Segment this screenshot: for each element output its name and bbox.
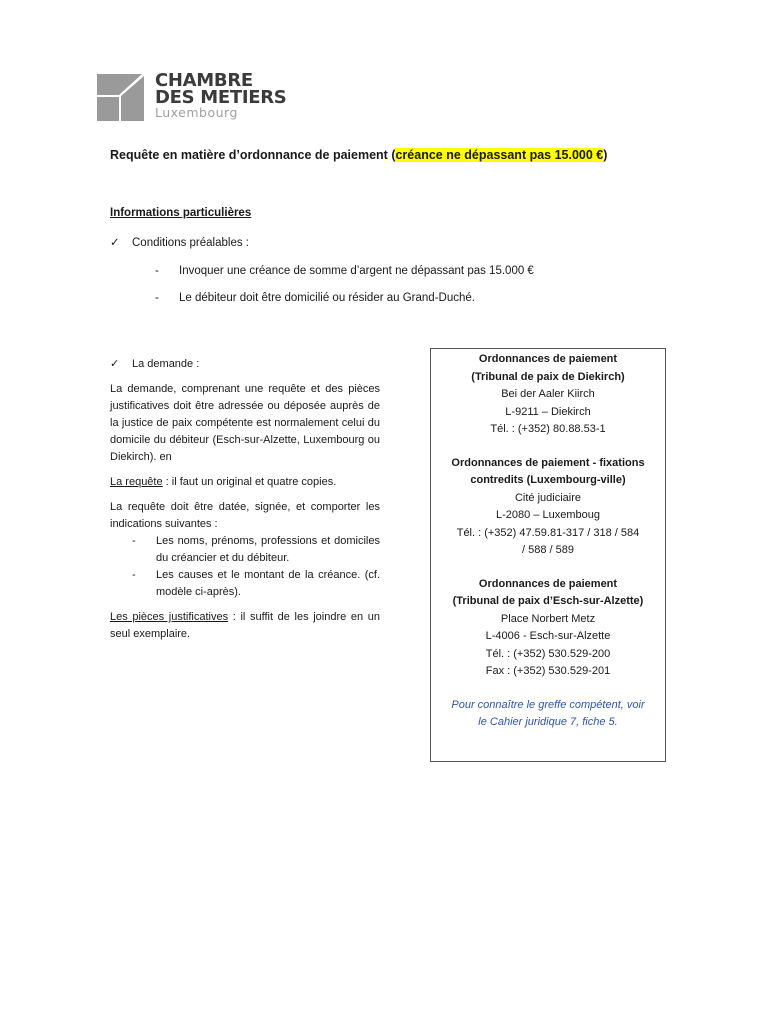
demande-section bbox=[110, 356, 380, 651]
greffe-info-box bbox=[430, 348, 666, 762]
postal-line: L-4006 - Esch-sur-Alzette bbox=[485, 630, 611, 642]
logo-line-chambre: CHAMBRE bbox=[155, 70, 253, 91]
list-item-text: Les causes et le montant de la créance. (cf. modèle ci-après). bbox=[156, 569, 380, 598]
postal-line: L-9211 – Diekirch bbox=[505, 405, 591, 418]
demande-label: La demande : bbox=[132, 358, 200, 370]
requete-indications: La requête doit être datée, signée, et comporter les indications suivantes : bbox=[110, 501, 380, 530]
note-line: Pour connaître le greffe compétent, voir bbox=[451, 698, 645, 711]
luxembourg-block bbox=[431, 455, 665, 560]
address-line: Bei der Aaler Kiirch bbox=[501, 388, 595, 400]
postal-line: L-2080 – Luxemboug bbox=[496, 509, 600, 521]
block-title: Ordonnances de paiement - fixations bbox=[451, 456, 645, 469]
logo bbox=[97, 70, 297, 124]
block-subtitle: contredits (Luxembourg-ville) bbox=[470, 474, 626, 486]
fax-line: Fax : (+352) 530.529-201 bbox=[485, 665, 611, 677]
conditions-item bbox=[110, 235, 249, 249]
note-line: le Cahier juridique 7, fiche 5. bbox=[478, 716, 618, 728]
pieces-paragraph bbox=[110, 609, 380, 643]
requete-label: La requête bbox=[110, 476, 163, 488]
dash-bullet: - bbox=[155, 265, 159, 277]
greffe-note bbox=[431, 697, 665, 732]
title-highlight: créance ne dépassant pas 15.000 € bbox=[395, 148, 604, 162]
document-title bbox=[110, 148, 607, 162]
block-title: Ordonnances de paiement bbox=[478, 353, 618, 365]
condition-item bbox=[155, 265, 534, 277]
title-main: Requête en matière d’ordonnance de paiement ( bbox=[110, 148, 396, 162]
address-line: Place Norbert Metz bbox=[500, 612, 596, 625]
logo-text bbox=[155, 72, 286, 120]
requete-text: : il faut un original et quatre copies. bbox=[162, 476, 337, 488]
demande-label-line bbox=[110, 356, 380, 373]
checkmark-icon: ✓ bbox=[110, 237, 120, 249]
block-subtitle: (Tribunal de paix de Diekirch) bbox=[471, 370, 625, 383]
indications-list bbox=[110, 533, 380, 601]
esch-block bbox=[431, 576, 665, 681]
pieces-text: : il suffit de les joindre en un seul exemplaire. bbox=[110, 611, 380, 640]
phone-line: Tél. : (+352) 80.88.53-1 bbox=[490, 423, 606, 435]
condition-text: Invoquer une créance de somme d’argent ne dépassant pas 15.000 € bbox=[179, 265, 534, 277]
phone-line: Tél. : (+352) 47.59.81-317 / 318 / 584 bbox=[456, 526, 640, 539]
title-end: ) bbox=[603, 148, 608, 162]
address-line: Cité judiciaire bbox=[514, 491, 582, 504]
phone-line: Tél. : (+352) 530.529-200 bbox=[485, 647, 611, 660]
list-item-text: Les noms, prénoms, professions et domiciles du créancier et du débiteur. bbox=[156, 535, 380, 564]
condition-text: Le débiteur doit être domicilié ou résider au Grand-Duché. bbox=[179, 292, 475, 304]
demande-paragraph: La demande, comprenant une requête et des pièces justificatives doit être adressée ou déposée auprès de la justice de paix compétente est normalement celui du domicile du débiteur (Esch-sur-Alzette, Luxembourg ou Diekirch). en bbox=[110, 383, 380, 463]
phone-line-cont: / 588 / 589 bbox=[522, 544, 574, 556]
list-item: - Les causes et le montant de la créance. (cf. modèle ci-après). bbox=[132, 569, 380, 598]
logo-line-luxembourg: Luxembourg bbox=[155, 105, 238, 120]
conditions-label: Conditions préalables : bbox=[132, 237, 249, 249]
dash-bullet: - bbox=[155, 292, 159, 304]
chambre-des-metiers-logo-icon bbox=[97, 74, 144, 121]
list-item: - Les noms, prénoms, professions et domiciles du créancier et du débiteur. bbox=[132, 535, 380, 564]
checkmark-icon: ✓ bbox=[110, 358, 120, 370]
block-title: Ordonnances de paiement bbox=[478, 577, 618, 590]
condition-item bbox=[155, 292, 475, 304]
pieces-label: Les pièces justificatives bbox=[110, 611, 229, 623]
logo-line-des-metiers: DES METIERS bbox=[155, 87, 287, 108]
diekirch-block bbox=[431, 351, 665, 439]
section-heading-informations: Informations particulières bbox=[110, 207, 252, 219]
requete-paragraph bbox=[110, 474, 380, 491]
block-subtitle: (Tribunal de paix d’Esch-sur-Alzette) bbox=[452, 595, 644, 607]
